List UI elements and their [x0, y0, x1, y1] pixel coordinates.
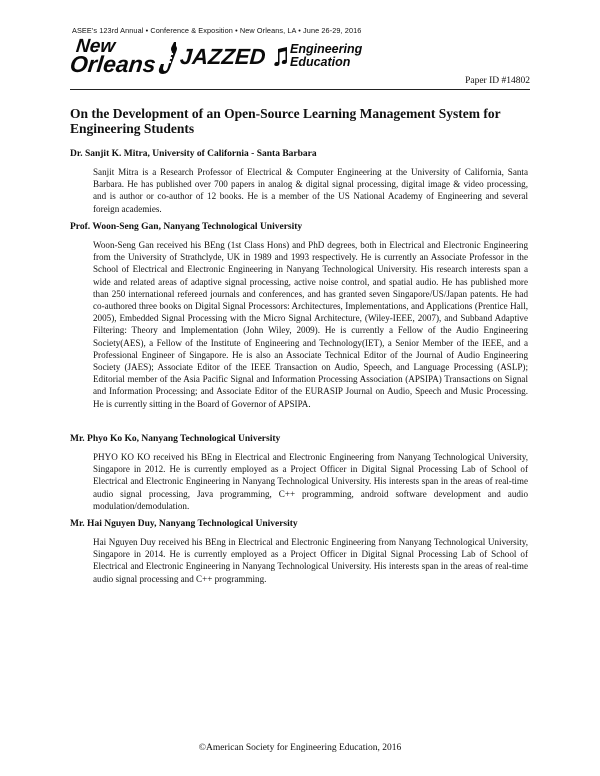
author-bio: Sanjit Mitra is a Research Professor of Electrical & Computer Engineering at the University of California, Santa Barbara. He has published over 700 papers in analog & digital signal processing, digital image & video processing, and is author or co-author of 12 books. He is a member of the US National Academy of Engineering and several foreign academies. — [93, 167, 528, 214]
music-note-icon — [273, 46, 289, 68]
conference-banner: ASEE's 123rd Annual • Conference & Exposition • New Orleans, LA • June 26-29, 2016 — [72, 26, 362, 35]
author-bio: Hai Nguyen Duy received his BEng in Electrical and Electronic Engineering from Nanyang Technological University, Singapore in 2014. He is currently employed as a Project Officer in Digital Signal Processing Lab of School of Electrical and Electronic Engineering in Nanyang Technological University. His interests span in the areas of real-time audio signal processing and C++ programming. — [93, 537, 528, 584]
author-bio: PHYO KO KO received his BEng in Electrical and Electronic Engineering from Nanyang Technological University, Singapore in 2012. He is currently employed as a Project Officer in Digital Signal Processing Lab of School of Electrical and Electronic Engineering in Nanyang Technological University. His interests span in the areas of real-time audio signal processing, Java programming, C++ programming, android software development and audio modulation/demodulation. — [93, 452, 528, 511]
conference-logo — [70, 36, 370, 84]
logo-engineering-education — [290, 43, 362, 69]
author-name: Mr. Phyo Ko Ko, Nanyang Technological University — [70, 434, 281, 444]
author-name: Mr. Hai Nguyen Duy, Nanyang Technological University — [70, 519, 298, 529]
author-name: Prof. Woon-Seng Gan, Nanyang Technological University — [70, 222, 303, 232]
logo-word-education: Education — [290, 55, 351, 69]
author-name: Dr. Sanjit K. Mitra, University of California - Santa Barbara — [70, 149, 317, 159]
logo-word-new: New — [74, 36, 117, 57]
author-bio: Woon-Seng Gan received his BEng (1st Class Hons) and PhD degrees, both in Electrical and Electronic Engineering from the University of Strathclyde, UK in 1989 and 1993 respectively. He is currently an Associate Professor in the School of Electrical and Electronic Engineering in Nanyang Technological University. His research interests span a wide and related areas of adaptive signal processing, active noise control, and spatial audio. He has published more than 250 international refereed journals and conferences, and has granted seven Singapore/US/Japan patents. He had co-authored three books on Digital Signal Processors: Architectures, Implementations, and Applications (Prentice Hall, 2005), Embedded Signal Processing with the Micro Signal Architecture, (Wiley-IEEE, 2007), and Subband Adaptive Filtering: Theory and Implementation (John Wiley, 2009). He is currently a Fellow of the Audio Engineering Society(AES), a Fellow of the Institute of Engineering and Technology(IET), a Senior Member of the IEEE, and a Professional Engineer of Singapore. He is also an Associate Technical Editor of the Journal of Audio Engineering Society (JAES); Associate Editor of the IEEE Transaction on Audio, Speech, and Language Processing (ASLP); Editorial member of the Asia Pacific Signal and Information Processing Association (APSIPA) Transactions on Signal and Information Processing; and Associate Editor of the EURASIP Journal on Audio, Speech and Music Processing. He is currently sitting in the Board of Governor of APSIPA. — [93, 240, 528, 409]
copyright-footer: ©American Society for Engineering Education, 2016 — [198, 743, 402, 753]
paper-title: On the Development of an Open-Source Learning Management System for Engineering Students — [70, 106, 501, 136]
header-divider — [70, 89, 530, 90]
logo-word-orleans: Orleans — [68, 51, 158, 77]
paper-id: Paper ID #14802 — [465, 76, 530, 86]
logo-word-engineering: Engineering — [290, 42, 363, 56]
logo-word-jazzed: JAZZED — [179, 44, 267, 69]
